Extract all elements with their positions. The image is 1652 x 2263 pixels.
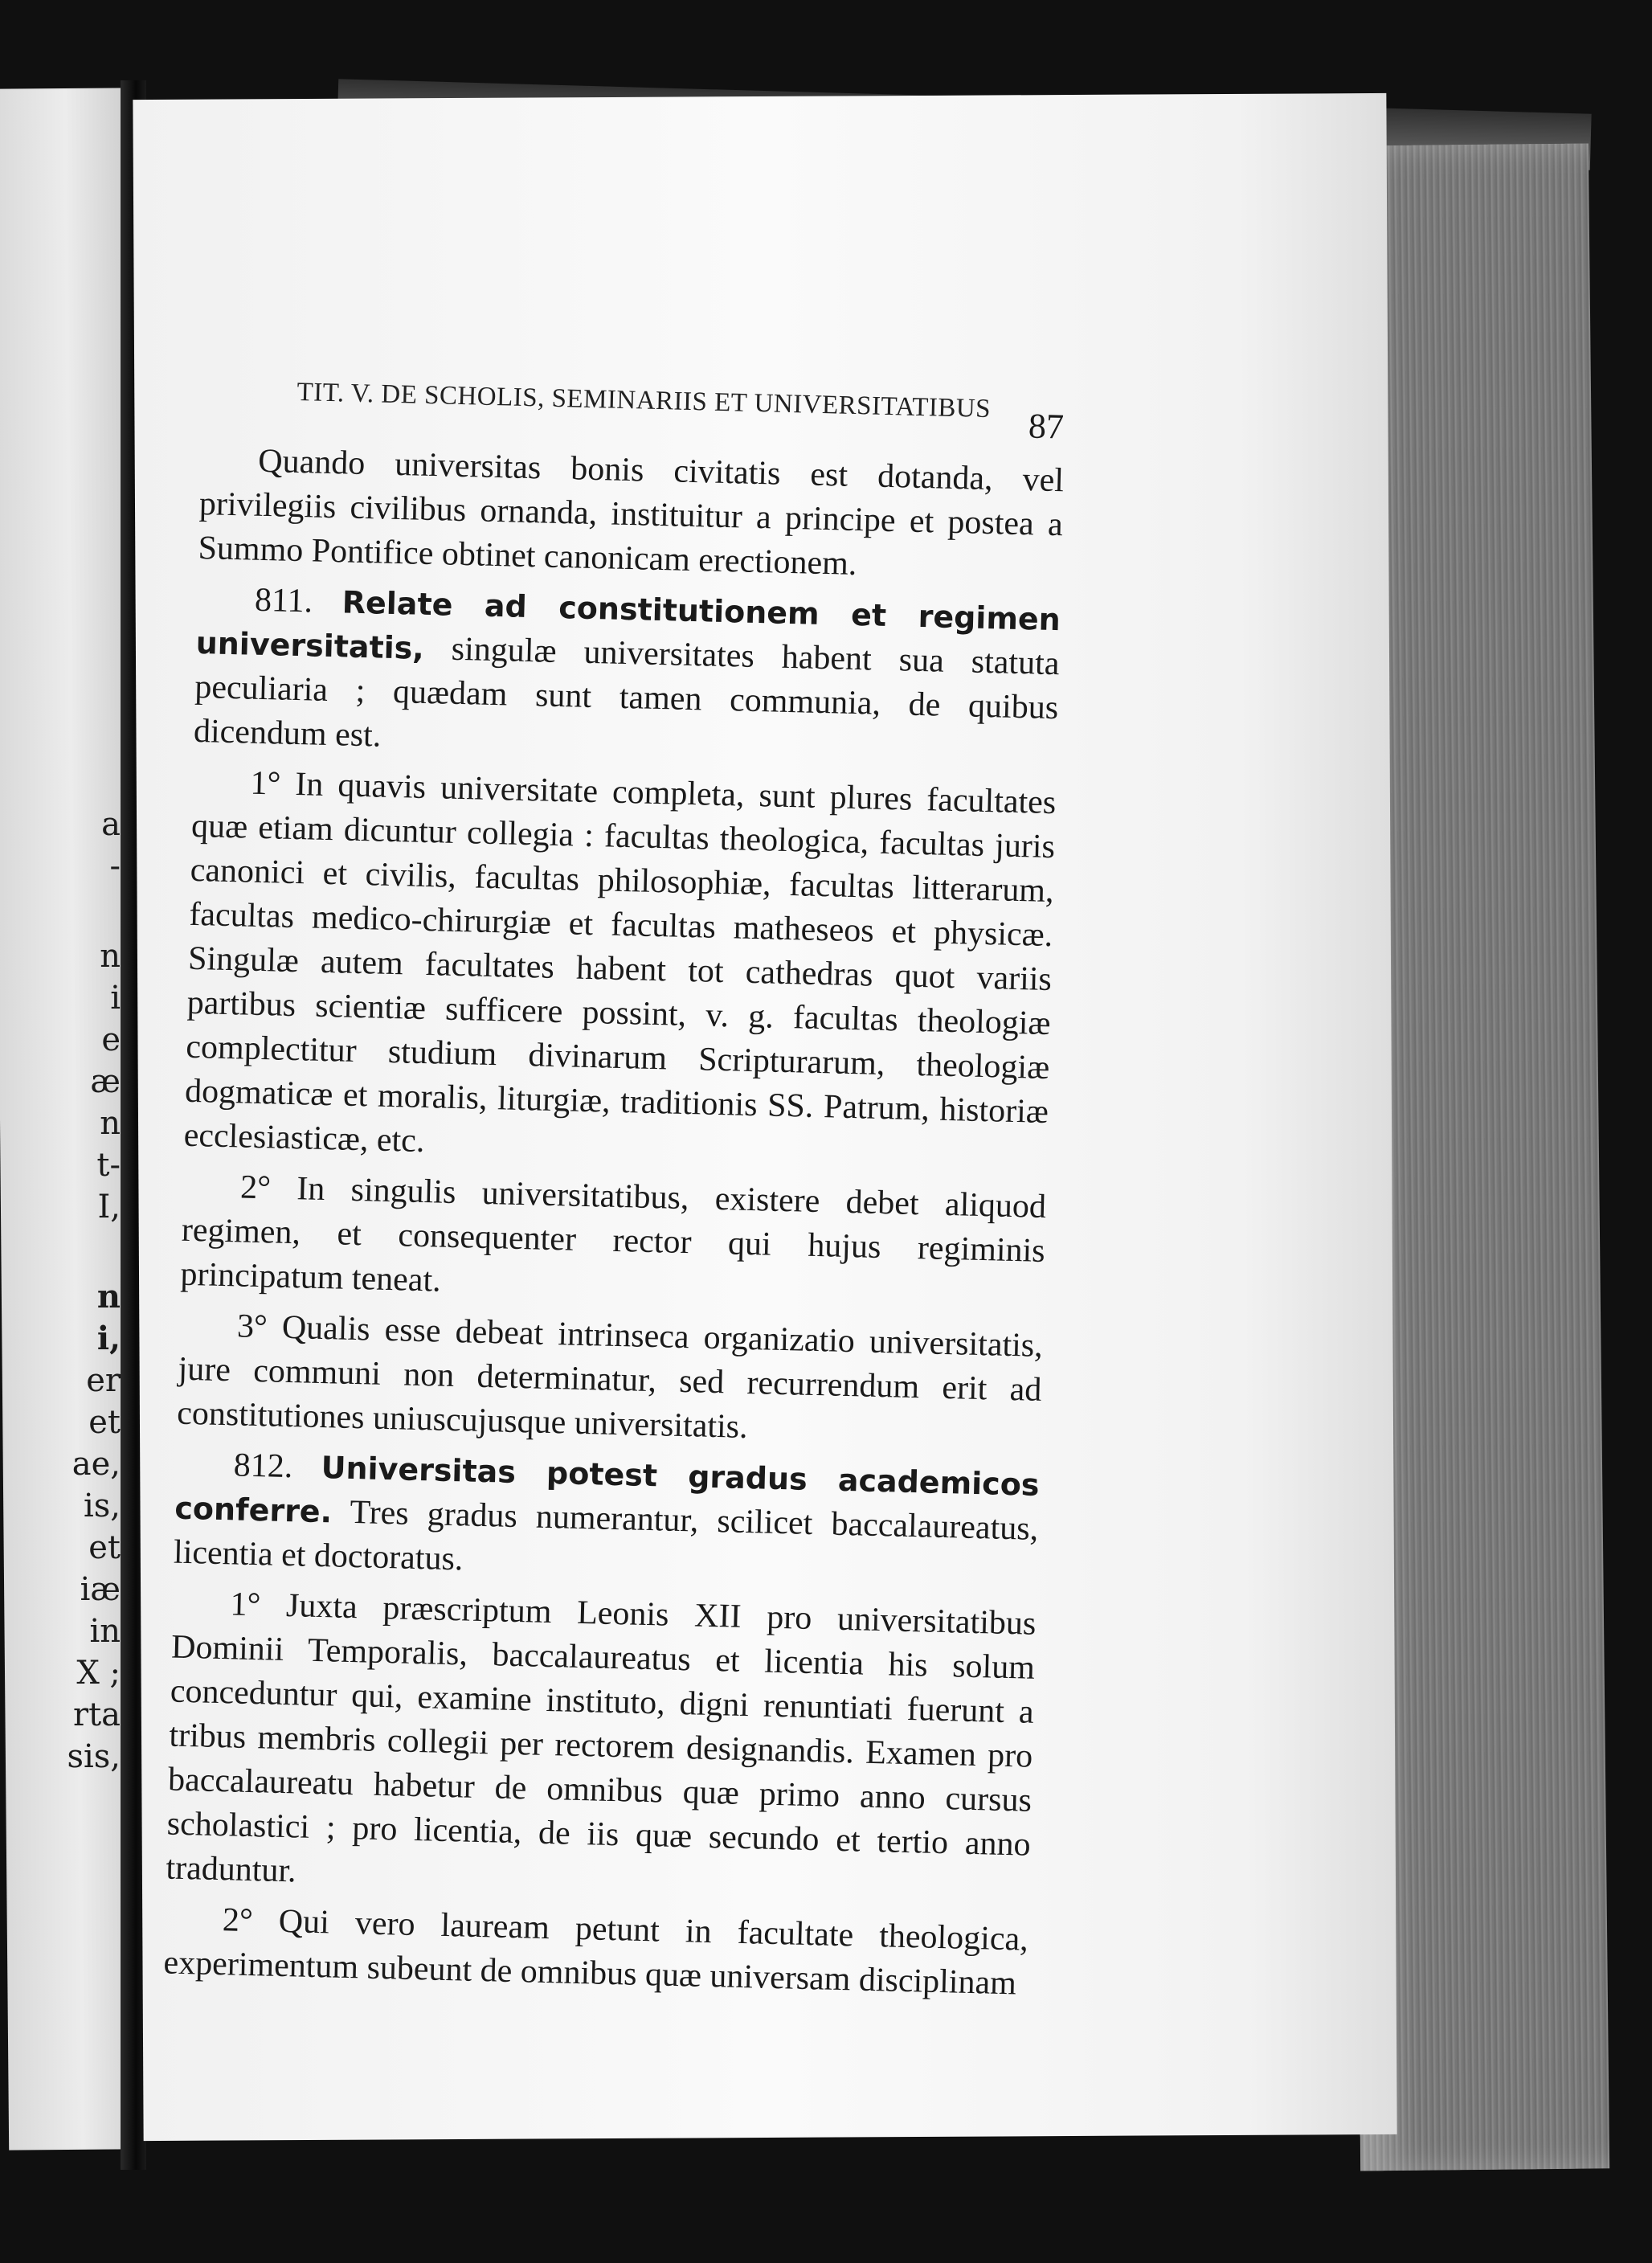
paragraph-text: In quavis universitate completa, sunt plures facultates quæ etiam dicuntur collegia : facultas theologica, facultas juris canonici et civilis, facultas philosophiæ, facultas litterarum, facultas medico-chirurgiæ et facultas matheseos et physicæ. Singulæ autem facultates habent tot cathedras quot variis partibus scientiæ sufficere possint, v. g. facultas theologiæ complectitur studium divinarum Scripturarum, theologiæ dogmaticæ et moralis, liturgiæ, traditionis SS. Patrum, historiæ ecclesiasticæ, etc.	[183, 766, 1057, 1160]
paragraph-text: Juxta præscriptum Leonis XII pro universitatibus Dominii Temporalis, baccalaureatus et licentia his solum conceduntur qui, examine instituto, digni renuntiati fuerunt a tribus membris collegii per rectorem designandis. Examen pro baccalaureatu habetur de omnibus quæ primo anno cursus scholastici ; pro licentia, de iis quæ secundo et tertio anno traduntur.	[165, 1587, 1037, 1890]
running-head: TIT. V. DE SCHOLIS, SEMINARIIS ET UNIVERSITATIBUS	[296, 378, 992, 424]
left-fragment: i	[110, 980, 121, 1017]
left-fragment: t-	[96, 1147, 121, 1184]
left-fragment: is,	[83, 1488, 121, 1524]
paragraph	[198, 438, 1065, 591]
paragraph-text: Quando universitas bonis civitatis est dotanda, vel privilegiis civilibus ornanda, instituitur a principe et postea a Summo Pontifice obtinet canonicam erectionem.	[198, 442, 1065, 583]
numbered-paragraph	[166, 1582, 1037, 1912]
left-fragment: X ;	[76, 1655, 121, 1692]
numbered-paragraph	[183, 760, 1057, 1179]
section-number: 812.	[233, 1447, 293, 1486]
paragraph-text: singulæ universitates habent sua statuta peculiaria ; quædam sunt tamen communia, de quibus dicendum est.	[193, 630, 1061, 755]
left-fragment: n	[96, 1278, 121, 1316]
numbered-paragraph	[180, 1164, 1047, 1318]
section-heading: Universitas potest gradus academicos conferre.	[174, 1450, 1041, 1530]
section-paragraph	[193, 577, 1061, 775]
numbered-paragraph	[177, 1303, 1044, 1457]
left-fragment: I,	[97, 1189, 121, 1226]
item-number: 1°	[229, 1586, 261, 1624]
paragraph-text: Qualis esse debeat intrinseca organizatio universitatis, jure communi non determinatur, sed recurrendum erit ad constitutiones uniuscujusque universitatis.	[176, 1308, 1044, 1446]
left-fragment: et	[88, 1404, 121, 1441]
left-fragment: et	[88, 1529, 121, 1566]
numbered-paragraph	[163, 1897, 1028, 2006]
item-number: 3°	[236, 1307, 268, 1346]
left-fragment: i,	[96, 1320, 121, 1357]
paragraph-text: Qui vero lauream petunt in facultate theologica, experimentum subeunt de omnibus quæ universam disciplinam	[163, 1902, 1029, 2003]
left-fragment: -	[109, 848, 121, 885]
left-fragment: n	[100, 1105, 121, 1142]
page-number: 87	[1028, 406, 1065, 447]
left-fragment: er	[86, 1362, 121, 1399]
left-fragment: a	[101, 806, 121, 843]
left-fragment: iæ	[80, 1571, 121, 1608]
left-page-text-fragments	[0, 804, 129, 1778]
section-paragraph	[173, 1443, 1040, 1596]
page-body	[163, 438, 1065, 2013]
left-fragment: n	[100, 938, 121, 975]
paragraph-text: Tres gradus numerantur, scilicet baccalaureatus, licentia et doctoratus.	[173, 1493, 1039, 1578]
left-fragment: rta	[72, 1696, 121, 1733]
left-fragment: sis,	[67, 1738, 121, 1775]
section-heading: Relate ad constitutionem et regimen universitatis,	[195, 584, 1061, 666]
section-number: 811.	[254, 581, 313, 620]
left-fragment: e	[101, 1021, 121, 1058]
left-fragment: æ	[90, 1063, 121, 1100]
item-number: 2°	[239, 1168, 272, 1207]
left-fragment: ae,	[72, 1446, 121, 1483]
paragraph-text: In singulis universitatibus, existere debet aliquod regimen, et consequenter rector qui hujus regiminis principatum teneat.	[180, 1170, 1047, 1299]
item-number: 1°	[249, 764, 281, 803]
item-number: 2°	[222, 1901, 254, 1940]
left-fragment: in	[89, 1613, 121, 1650]
